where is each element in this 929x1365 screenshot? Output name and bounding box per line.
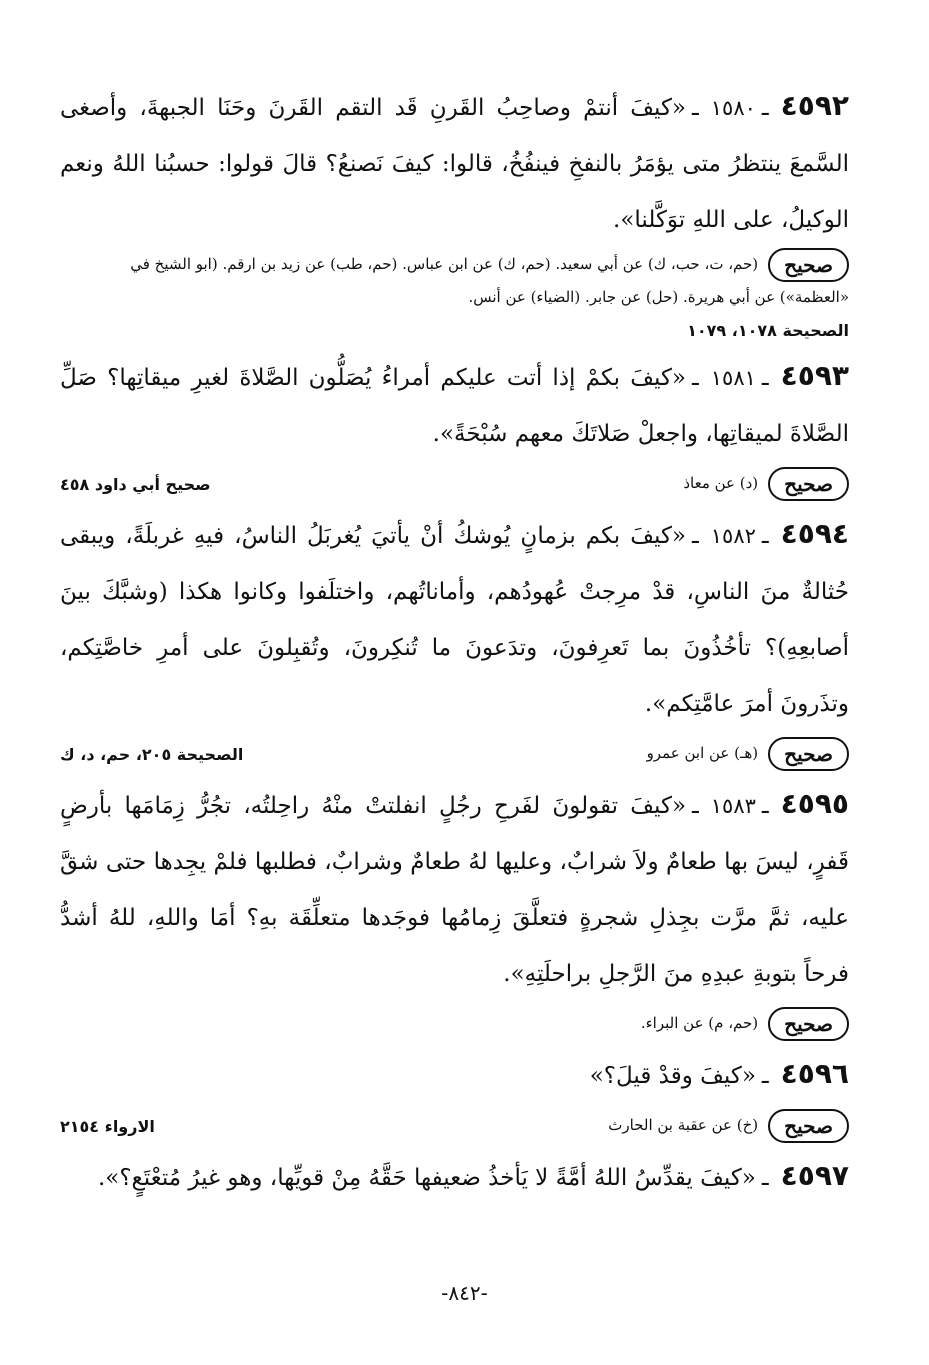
hadith-number: ٤٥٩٤	[780, 517, 849, 550]
grade-badge: صحيح	[768, 737, 849, 771]
hadith-body: «كيفَ يقدِّسُ اللهُ أمَّةً لا يَأخذُ ضعيفها حَقَّهُ مِنْ قويِّها، وهو غيرُ مُتعْتَعٍ؟».	[97, 1165, 756, 1191]
hadith-meta	[60, 462, 849, 506]
hadith-sub-number: ١٥٨٣	[710, 794, 756, 818]
grade-badge: صحيح	[768, 1109, 849, 1143]
hadith-body: «كيفَ تقولونَ لفَرحِ رجُلٍ انفلتتْ منْهُ راحِلتُه، تجُرُّ زِمَامَها بأرضٍ قَفرٍ، ليسَ بها طعامٌ ولاَ شرابٌ، وعليها لهُ طعامٌ وشرابٌ، فطلبها فلمْ يجِدها حتى شقَّ عليه، ثمَّ مرَّت بجِذلِ شجرةٍ فتعلَّقَ زِمامُها فوجَدها متعلِّقَة بهِ؟ أمَا واللهِ، للهُ أشدُّ فرحاً بتوبةِ عبدِهِ منَ الرَّجلِ براحلَتِهِ».	[60, 793, 849, 987]
grade-badge: صحيح	[768, 248, 849, 282]
hadith-reference: الصحيحة ٢٠٥، حم، د، ك	[60, 744, 244, 764]
hadith-reference: الصحيحة ١٠٧٨، ١٠٧٩	[687, 321, 849, 340]
hadith-4597	[60, 1148, 849, 1206]
hadith-text: ٤٥٩٢ـ١٥٨٠ـ«كيفَ أنتمْ وصاحِبُ القَرنِ قَد التقم القَرنَ وحَنَا الجبهةَ، وأصغى السَّمعَ ينتظرُ متى يؤمَرُ بالنفخِ فينفُخُ، قالوا: كيفَ نَصنعُ؟ قالَ قولوا: حسبُنا اللهُ ونعم الوكيلُ، على اللهِ توَكَّلنا».	[60, 89, 849, 233]
hadith-text: ٤٥٩٥ـ١٥٨٣ـ«كيفَ تقولونَ لفَرحِ رجُلٍ انفلتتْ منْهُ راحِلتُه، تجُرُّ زِمَامَها بأرضٍ قَفرٍ، ليسَ بها طعامٌ ولاَ شرابٌ، وعليها لهُ طعامٌ وشرابٌ، فطلبها فلمْ يجِدها حتى شقَّ عليه، ثمَّ مرَّت بجِذلِ شجرةٍ فتعلَّقَ زِمامُها فوجَدها متعلِّقَة بهِ؟ أمَا واللهِ، للهُ أشدُّ فرحاً بتوبةِ عبدِهِ منَ الرَّجلِ براحلَتِهِ».	[60, 787, 849, 987]
hadith-number: ٤٥٩٧	[780, 1159, 849, 1192]
hadith-sources: (هـ) عن ابن عمرو	[646, 744, 759, 762]
meta-right	[647, 737, 849, 771]
hadith-meta	[60, 1104, 849, 1148]
hadith-sources: (حم، ت، حب، ك) عن أبي سعيد. (حم، ك) عن ابن عباس. (حم، طب) عن زيد بن ارقم. (ابو الشيخ في «العظمة») عن أبي هريرة. (حل) عن جابر. (الضياء) عن أنس.	[130, 255, 849, 306]
hadith-reference: الارواء ٢١٥٤	[60, 1116, 155, 1136]
hadith-number: ٤٥٩٦	[780, 1057, 849, 1090]
page-number: -٨٤٢-	[441, 1281, 488, 1305]
page-content	[60, 78, 849, 1206]
hadith-body: «كيفَ وقدْ قيلَ؟»	[589, 1063, 756, 1089]
hadith-sources: (خ) عن عقبة بن الحارث	[608, 1116, 759, 1134]
hadith-sub-number: ١٥٨٠	[710, 96, 756, 120]
hadith-meta	[60, 248, 849, 312]
meta-right	[683, 467, 849, 501]
hadith-body: «كيفَ بكمْ إذا أتت عليكم أمراءُ يُصَلُّون الصَّلاةَ لغيرِ ميقاتِها؟ صَلِّ الصَّلاةَ لميقاتِها، واجعلْ صَلاتَكَ معهم سُبْحَةً».	[60, 365, 849, 447]
grade-badge: صحيح	[768, 1007, 849, 1041]
grade-badge: صحيح	[768, 467, 849, 501]
hadith-number: ٤٥٩٢	[780, 89, 849, 122]
hadith-number: ٤٥٩٣	[780, 359, 849, 392]
hadith-4596	[60, 1046, 849, 1148]
hadith-meta	[60, 732, 849, 776]
hadith-text: ٤٥٩٧ـ«كيفَ يقدِّسُ اللهُ أمَّةً لا يَأخذُ ضعيفها حَقَّهُ مِنْ قويِّها، وهو غيرُ مُتعْتَعٍ؟».	[97, 1159, 849, 1192]
hadith-reference: صحيح أبي داود ٤٥٨	[60, 474, 211, 494]
hadith-meta	[60, 1002, 849, 1046]
hadith-sub-number: ١٥٨٢	[710, 524, 756, 548]
hadith-body: «كيفَ أنتمْ وصاحِبُ القَرنِ قَد التقم القَرنَ وحَنَا الجبهةَ، وأصغى السَّمعَ ينتظرُ متى يؤمَرُ بالنفخِ فينفُخُ، قالوا: كيفَ نَصنعُ؟ قالَ قولوا: حسبُنا اللهُ ونعم الوكيلُ، على اللهِ توَكَّلنا».	[60, 95, 849, 233]
hadith-4593	[60, 348, 849, 506]
meta-right	[641, 1007, 849, 1041]
hadith-sources: (د) عن معاذ	[683, 474, 759, 492]
hadith-number: ٤٥٩٥	[780, 787, 849, 820]
hadith-text: ٤٥٩٦ـ«كيفَ وقدْ قيلَ؟»	[589, 1057, 849, 1090]
hadith-text: ٤٥٩٣ـ١٥٨١ـ«كيفَ بكمْ إذا أتت عليكم أمراءُ يُصَلُّون الصَّلاةَ لغيرِ ميقاتِها؟ صَلِّ الصَّلاةَ لميقاتِها، واجعلْ صَلاتَكَ معهم سُبْحَةً».	[60, 359, 849, 447]
hadith-4595	[60, 776, 849, 1046]
hadith-body: «كيفَ بكم بزمانٍ يُوشكُ أنْ يأتيَ يُغربَلُ الناسُ، فيهِ غربلَةً، ويبقى حُثالةٌ منَ الناسِ، قدْ مرِجتْ عُهودُهم، وأماناتُهم، واختلَفوا وكانوا هكذا (وشبَّكَ بينَ أصابعِهِ)؟ تأخُذُونَ بما تَعرِفونَ، وتدَعونَ ما تُنكِرونَ، وتُقبِلونَ على أمرِ خاصَّتِكم، وتذَرونَ أمرَ عامَّتِكم».	[60, 523, 849, 717]
hadith-sources: (حم، م) عن البراء.	[640, 1014, 759, 1032]
hadith-sub-number: ١٥٨١	[710, 366, 756, 390]
hadith-4592	[60, 78, 849, 348]
hadith-4594	[60, 506, 849, 776]
meta-right	[608, 1109, 849, 1143]
hadith-text: ٤٥٩٤ـ١٥٨٢ـ«كيفَ بكم بزمانٍ يُوشكُ أنْ يأتيَ يُغربَلُ الناسُ، فيهِ غربلَةً، ويبقى حُثالةٌ منَ الناسِ، قدْ مرِجتْ عُهودُهم، وأماناتُهم، واختلَفوا وكانوا هكذا (وشبَّكَ بينَ أصابعِهِ)؟ تأخُذُونَ بما تَعرِفونَ، وتدَعونَ ما تُنكِرونَ، وتُقبِلونَ على أمرِ خاصَّتِكم، وتذَرونَ أمرَ عامَّتِكم».	[60, 517, 849, 717]
